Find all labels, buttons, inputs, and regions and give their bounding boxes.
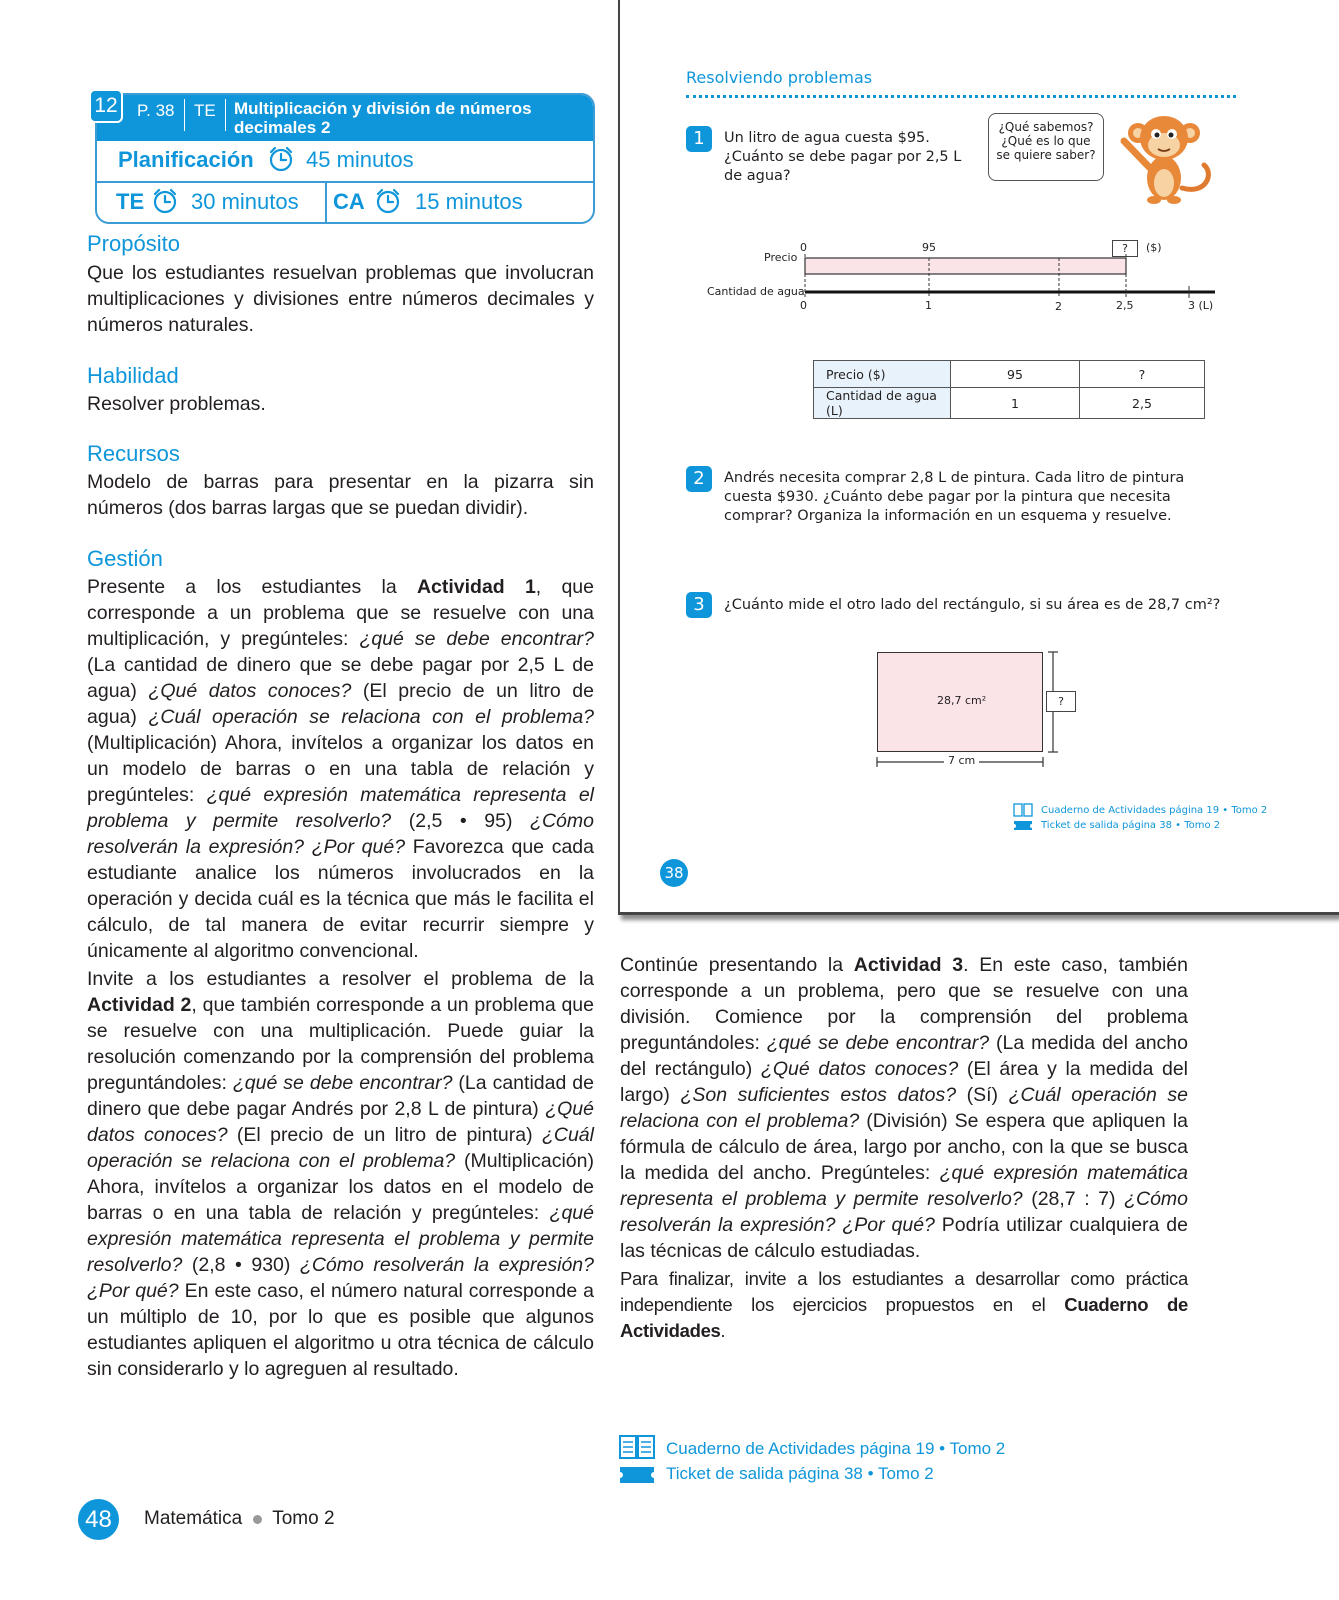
monkey-mascot-icon <box>1112 103 1222 213</box>
page-number-badge: 48 <box>78 1499 119 1540</box>
planning-time: 45 minutos <box>306 147 414 172</box>
relation-table <box>813 360 1205 419</box>
divider <box>325 183 327 224</box>
section-heading-proposito: Propósito <box>87 231 180 256</box>
gestion-paragraph-2: Invite a los estudiantes a resolver el problema de la Actividad 2, que también corresponde a un problema que se resuelve con una multiplicación. Puede guiar la resolución comenzando por la comprensión del problema preguntándoles: ¿qué se debe encontrar? (La cantidad de dinero que debe pagar Andrés por 2,8 L de pintura) ¿Qué datos conoces? (El precio de un litro de pintura) ¿Cuál operación se relaciona con el problema? (Multiplicación) Ahora, invítelos a organizar los datos en el modelo de barras o en una tabla de relación y pregúnteles: ¿qué expresión matemática representa el problema y permite resolverlo? (2,8 • 930) ¿Cómo resolverán la expresión? ¿Por qué? En este caso, el número natural corresponde a un múltiplo de 10, por lo que es posible que algunos estudiantes apliquen el algoritmo u otra técnica de cálculo sin considerarlo y lo agreguen al resultado. <box>87 968 594 1380</box>
lesson-header-top <box>97 95 593 141</box>
bar-top-tick-0: 0 <box>800 241 807 254</box>
student-page-title: Resolviendo problemas <box>686 68 873 87</box>
recursos-text: Modelo de barras para presentar en la pizarra sin números (dos barras largas que se puedan dividir). <box>87 471 594 519</box>
preview-page-number: 38 <box>660 859 688 887</box>
ref-ticket: Ticket de salida página 38 • Tomo 2 <box>666 1464 934 1483</box>
section-heading-gestion: Gestión <box>87 546 163 571</box>
lesson-page-ref: P. 38 <box>137 101 175 120</box>
bar-bottom-tick-1: 1 <box>925 299 932 312</box>
ca-label: CA <box>333 189 365 214</box>
bar-label-precio: Precio <box>764 251 798 264</box>
te-label: TE <box>116 189 145 214</box>
planning-row <box>97 141 593 183</box>
question-2-text: Andrés necesita comprar 2,8 L de pintura. Cada litro de pintura cuesta $930. ¿Cuánto debe pagar por la pintura que necesita comprar? Organiza la información en un esquema y resuelve. <box>724 470 1185 524</box>
table-cell: Precio ($) <box>814 361 951 388</box>
planning-label: Planificación <box>118 147 254 172</box>
question-number-2: 2 <box>686 466 712 492</box>
table-cell: 2,5 <box>1080 388 1205 419</box>
alarm-clock-icon <box>267 145 295 173</box>
rectangle-unknown-box: ? <box>1046 691 1076 712</box>
alarm-clock-icon <box>151 187 179 215</box>
right-paragraph-1: Continúe presentando la Actividad 3. En este caso, también corresponde a un problema, pero que se resuelve con una división. Comience por la comprensión del problema preguntándoles: ¿qué se debe encontrar? (La medida del ancho del rectángulo) ¿Qué datos conoces? (El área y la medida del largo) ¿Son suficientes estos datos? (Sí) ¿Cuál operación se relaciona con el problema? (División) Se espera que apliquen la fórmula de cálculo de área, largo por ancho, con la que se busca la medida del ancho. Pregúnteles: ¿qué expresión matemática representa el problema y permite resolverlo? (28,7 : 7) ¿Cómo resolverán la expresión? ¿Por qué? Podría utilizar cualquiera de las técnicas de cálculo estudiadas. <box>620 954 1189 1262</box>
section-heading-recursos: Recursos <box>87 441 180 466</box>
question-number-3: 3 <box>686 592 712 618</box>
te-time: 30 minutos <box>191 189 299 214</box>
question-3-text: ¿Cuánto mide el otro lado del rectángulo, si su área es de 28,7 cm²? <box>724 597 1221 613</box>
footer-dot-separator <box>253 1515 262 1524</box>
preview-ref-cuaderno: Cuaderno de Actividades página 19 • Tomo 2 <box>1041 805 1268 816</box>
book-icon <box>619 1434 655 1460</box>
bar-model-diagram <box>800 254 1220 304</box>
bar-bottom-tick-0: 0 <box>800 299 807 312</box>
question-number-1: 1 <box>686 126 712 152</box>
rectangle-width-label: 7 cm <box>944 754 979 767</box>
preview-ref-ticket: Ticket de salida página 38 • Tomo 2 <box>1041 820 1221 831</box>
gestion-paragraph-1: Presente a los estudiantes la Actividad 1, que corresponde a un problema que se resuelve con una multiplicación, y pregúnteles: ¿qué se debe encontrar? (La cantidad de dinero que se debe pagar por 2,5 L de agua) ¿Qué datos conoces? (El precio de un litro de agua) ¿Cuál operación se relaciona con el problema? (Multiplicación) Ahora, invítelos a organizar los datos en un modelo de barras o en una tabla de relación y pregúnteles: ¿qué expresión matemática representa el problema y permite resolverlo? (2,5 • 95) ¿Cómo resolverán la expresión? ¿Por qué? Favorezca que cada estudiante analice los números involucrados en la operación y decida cuál es la técnica que más le facilita el cálculo, de tal manera de evitar recurrir siempre y únicamente al algoritmo convencional. <box>87 576 595 962</box>
right-paragraph-2: Para finalizar, invite a los estudiantes a desarrollar como práctica independiente los ejercicios propuestos en el Cuaderno de Actividades. <box>620 1268 1188 1341</box>
divider <box>225 99 226 131</box>
ref-cuaderno: Cuaderno de Actividades página 19 • Tomo 2 <box>666 1439 1006 1458</box>
habilidad-text: Resolver problemas. <box>87 393 266 415</box>
ca-time: 15 minutos <box>415 189 523 214</box>
table-cell: ? <box>1080 361 1205 388</box>
time-split-row <box>97 183 593 224</box>
footer-subject: Matemática Tomo 2 <box>144 1508 335 1529</box>
bar-bottom-tick-2: 2 <box>1055 300 1062 313</box>
table-cell: 1 <box>951 388 1080 419</box>
lesson-title: Multiplicación y división de números decimales 2 <box>234 99 532 137</box>
ticket-icon <box>619 1466 655 1484</box>
table-cell: Cantidad de agua (L) <box>814 388 951 419</box>
divider <box>184 99 185 131</box>
alarm-clock-icon <box>374 187 402 215</box>
section-heading-habilidad: Habilidad <box>87 363 179 388</box>
dotted-divider <box>686 95 1236 98</box>
table-row <box>814 388 1205 419</box>
table-row <box>814 361 1205 388</box>
proposito-text: Que los estudiantes resuelvan problemas que involucran multiplicaciones y divisiones entre números decimales y números naturales. <box>87 262 594 336</box>
table-cell: 95 <box>951 361 1080 388</box>
bar-unknown-box: ? <box>1112 240 1138 257</box>
bar-label-cantidad: Cantidad de agua <box>707 285 805 298</box>
speech-bubble: ¿Qué sabemos? ¿Qué es lo que se quiere saber? <box>988 113 1104 181</box>
lesson-te-label: TE <box>194 101 216 120</box>
question-1-text: Un litro de agua cuesta $95. ¿Cuánto se debe pagar por 2,5 L de agua? <box>724 130 962 184</box>
bar-top-tick-95: 95 <box>922 241 936 254</box>
book-icon <box>1013 803 1033 817</box>
ticket-icon <box>1013 820 1033 831</box>
bar-bottom-tick-3: 3 (L) <box>1188 299 1214 312</box>
bar-top-unit: ($) <box>1146 241 1162 254</box>
lesson-number-badge: 12 <box>89 89 123 123</box>
lesson-header <box>95 93 595 224</box>
rectangle-area-label: 28,7 cm² <box>937 694 987 707</box>
bar-bottom-tick-2-5: 2,5 <box>1116 299 1134 312</box>
